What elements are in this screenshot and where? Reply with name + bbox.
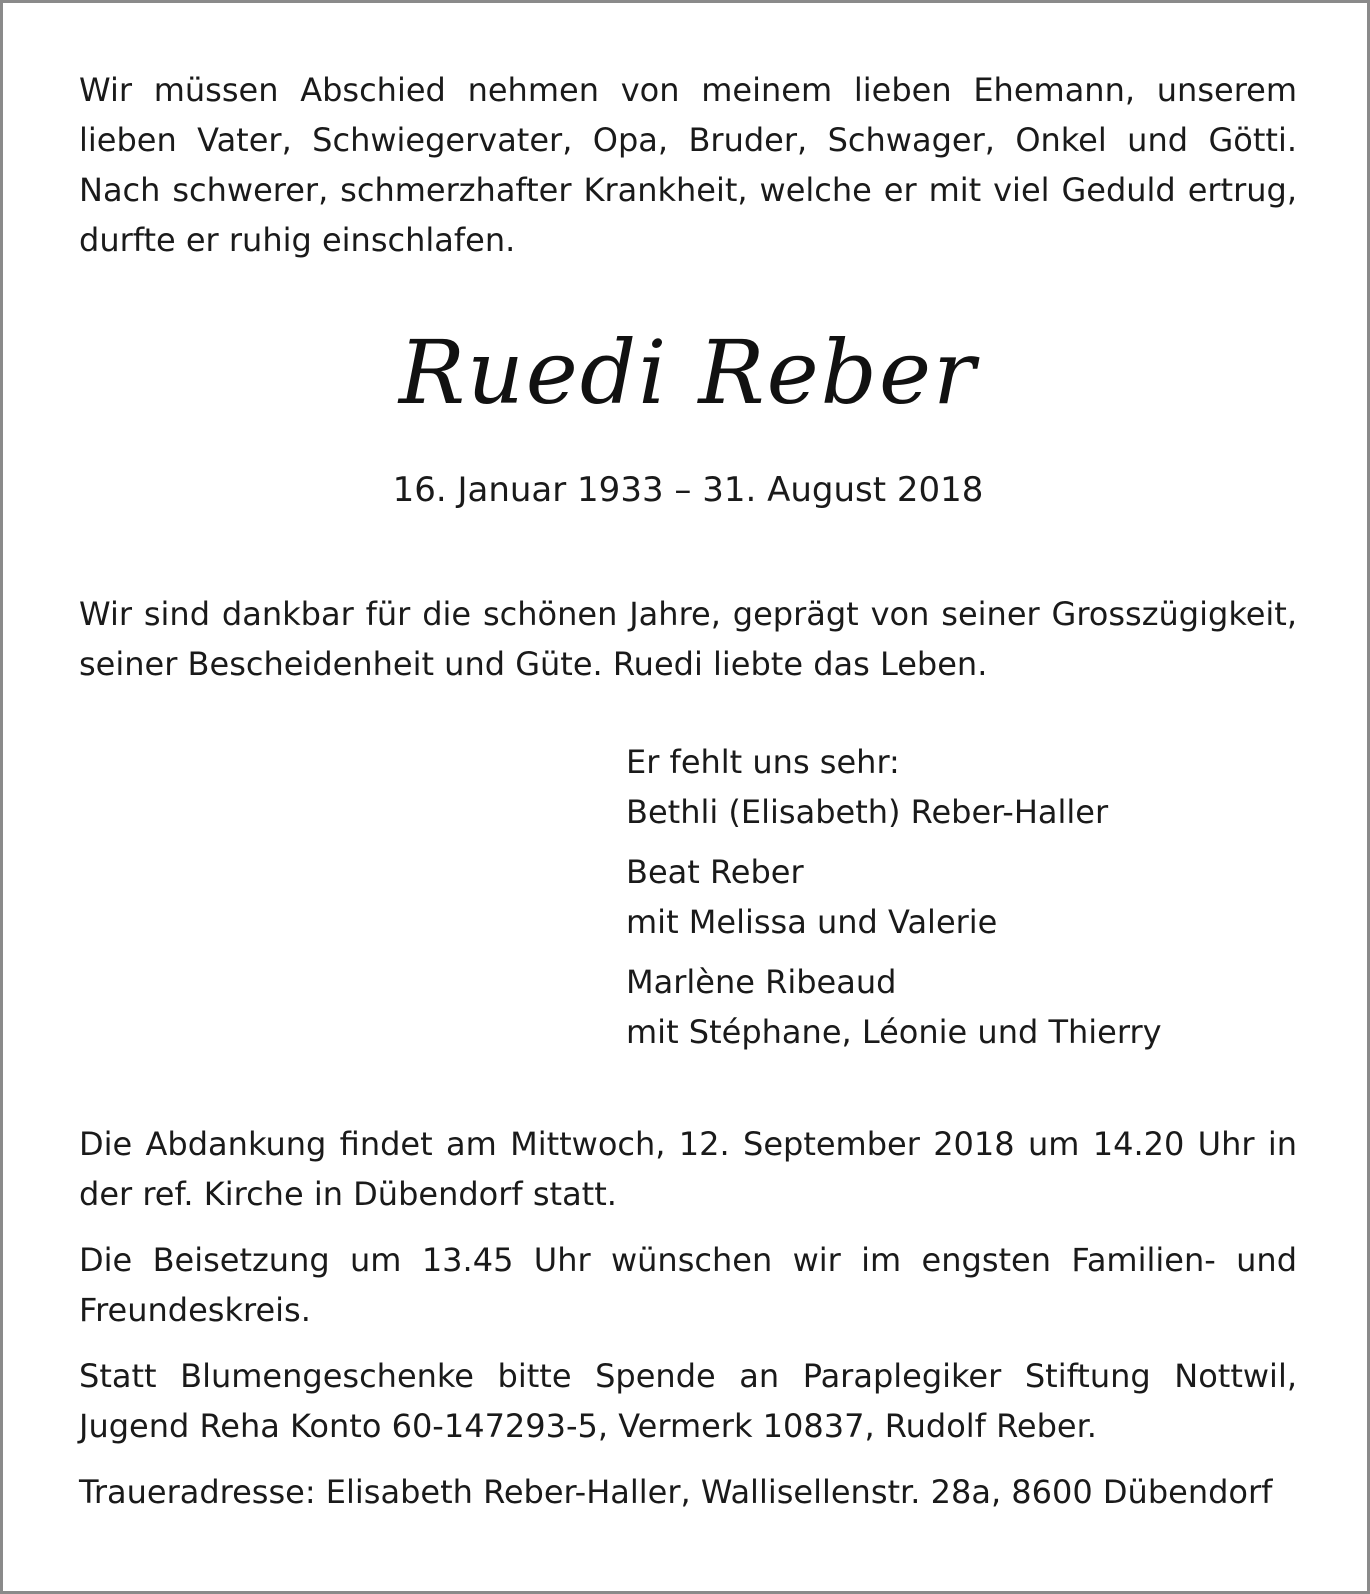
life-dates: 16. Januar 1933 – 31. August 2018	[392, 470, 984, 510]
mourner-spouse: Bethli (Elisabeth) Reber-Haller	[626, 793, 1109, 831]
gratitude-paragraph: Wir sind dankbar für die schönen Jahre, geprägt von seiner Grosszügigkeit, seiner Bescheidenheit und Güte. Ruedi liebte das Leben.	[79, 595, 1297, 683]
mourner-family-2-name: Marlène Ribeaud	[626, 963, 897, 1001]
mourning-address: Traueradresse: Elisabeth Reber-Haller, Wallisellenstr. 28a, 8600 Dübendorf	[79, 1473, 1273, 1511]
deceased-name: Ruedi Reber	[398, 321, 978, 424]
intro-paragraph: Wir müssen Abschied nehmen von meinem lieben Ehemann, unserem lieben Vater, Schwiegervater, Opa, Bruder, Schwager, Onkel und Götti. Nach schwerer, schmerzhafter Krankheit, welche er mit viel Geduld ertrug, durfte er ruhig einschlafen.	[79, 71, 1297, 259]
mourners-heading: Er fehlt uns sehr:	[626, 743, 900, 781]
mourner-family-1-name: Beat Reber	[626, 853, 804, 891]
mourner-family-1-with: mit Melissa und Valerie	[626, 903, 998, 941]
donation-paragraph: Statt Blumengeschenke bitte Spende an Paraplegiker Stiftung Nottwil, Jugend Reha Konto 60-147293-5, Vermerk 10837, Rudolf Reber.	[79, 1357, 1297, 1445]
service-paragraph: Die Abdankung findet am Mittwoch, 12. September 2018 um 14.20 Uhr in der ref. Kirche in Dübendorf statt.	[79, 1125, 1297, 1213]
mourner-family-2-with: mit Stéphane, Léonie und Thierry	[626, 1013, 1162, 1051]
mourners-list	[626, 737, 1306, 1057]
burial-paragraph: Die Beisetzung um 13.45 Uhr wünschen wir im engsten Familien- und Freundeskreis.	[79, 1241, 1297, 1329]
